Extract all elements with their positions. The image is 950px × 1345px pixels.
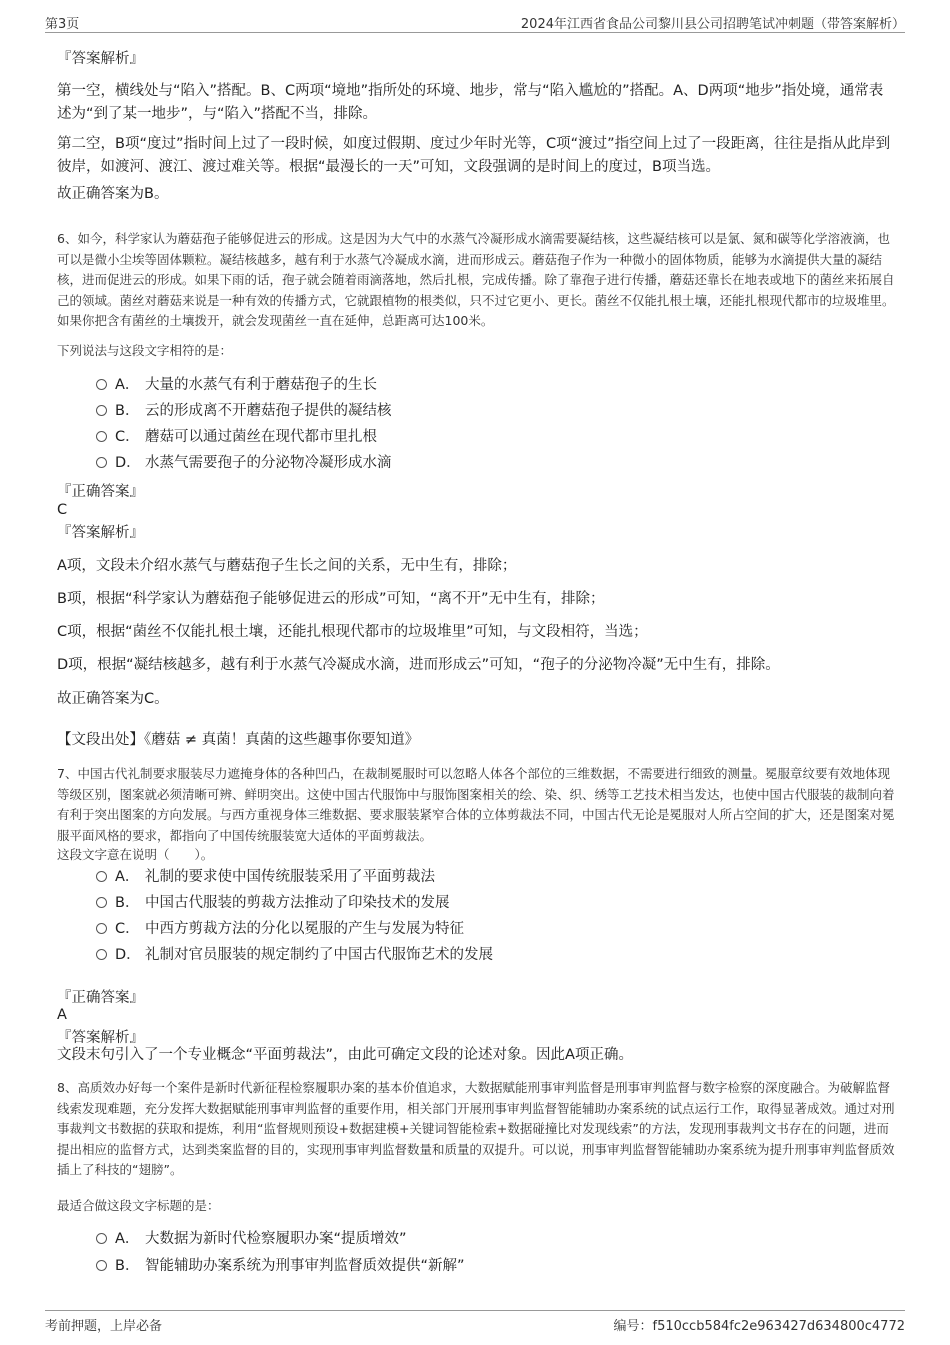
radio-icon[interactable] — [96, 1233, 107, 1244]
q5-analysis-label: 『答案解析』 — [57, 51, 144, 67]
q5-conclusion: 故正确答案为B。 — [57, 186, 169, 202]
q7-option-d[interactable]: D． 礼制对官员服装的规定制约了中国古代服饰艺术的发展 — [96, 944, 493, 966]
q5-analysis-para-2: 第二空，B项“度过”指时间上过了一段时候，如度过假期、度过少年时光等，C项“渡过”指空间上过了一段距离，往往是指从此岸到彼岸，如渡河、渡江、渡过难关等。根据“最漫长的一天”可知，文段强调的是时间上的度过，B项当选。 — [57, 136, 891, 175]
q8-option-a[interactable]: A． 大数据为新时代检察履职办案“提质增效” — [96, 1228, 407, 1250]
radio-icon[interactable] — [96, 379, 107, 390]
q6-option-d[interactable]: D． 水蒸气需要孢子的分泌物冷凝形成水滴 — [96, 452, 392, 474]
q6-option-c[interactable]: C． 蘑菇可以通过菌丝在现代都市里扎根 — [96, 426, 377, 448]
q7-option-c[interactable]: C． 中西方剪裁方法的分化以冕服的产生与发展为特征 — [96, 918, 464, 940]
q6-analysis-c: C项，根据“菌丝不仅能扎根土壤，还能扎根现代都市的垃圾堆里”可知，与文段相符，当选； — [57, 624, 648, 640]
q7-analysis-label: 『答案解析』 — [57, 1030, 144, 1046]
radio-icon[interactable] — [96, 923, 107, 934]
radio-icon[interactable] — [96, 405, 107, 416]
q7-option-b[interactable]: B． 中国古代服装的剪裁方法推动了印染技术的发展 — [96, 892, 450, 914]
q6-option-a[interactable]: A． 大量的水蒸气有利于蘑菇孢子的生长 — [96, 374, 377, 396]
q6-analysis-label: 『答案解析』 — [57, 525, 144, 541]
q6-analysis-a: A项，文段未介绍水蒸气与蘑菇孢子生长之间的关系，无中生有，排除； — [57, 558, 517, 574]
radio-icon[interactable] — [96, 457, 107, 468]
radio-icon[interactable] — [96, 897, 107, 908]
radio-icon[interactable] — [96, 871, 107, 882]
radio-icon[interactable] — [96, 949, 107, 960]
q7-answer: A — [57, 1007, 67, 1023]
q7-passage: 7、中国古代礼制要求服装尽力遮掩身体的各种凹凸，在裁制冕服时可以忽略人体各个部位的三维数据，不需要进行细致的测量。冕服章纹要有效地体现等级区别，图案就必须清晰可辨、鲜明突出。这使中国古代服饰中与服饰图案相关的绘、染、织、绣等工艺技术相当发达，也使中国古代服装的裁制向着有利于突出图案的方向发展。与西方重视身体三维数据、要求服装紧窄合体的立体剪裁法不同，中国古代无论是冕服对人所占空间的扩大，还是图案对冕服平面风格的要求，都指向了中国传统服装宽大适体的平面剪裁法。 — [57, 766, 895, 843]
q6-passage: 6、如今，科学家认为蘑菇孢子能够促进云的形成。这是因为大气中的水蒸气冷凝形成水滴需要凝结核，这些凝结核可以是氯、氮和碳等化学溶液滴，也可以是微小尘埃等固体颗粒。凝结核越多，越有利于水蒸气冷凝成水滴，进而形成云。蘑菇孢子作为一种微小的固体物质，能够为水滴提供大量的凝结核，进而促进云的形成。如果下雨的话，孢子就会随着雨滴落地，然后扎根，完成传播。除了靠孢子进行传播，蘑菇还靠长在地表或地下的菌丝来拓展自己的领域。菌丝对蘑菇来说是一种有效的传播方式，它就跟植物的根类似，只不过它更小、更长。菌丝不仅能扎根土壤，还能扎根现代都市的垃圾堆里。如果你把含有菌丝的土壤拨开，就会发现菌丝一直在延伸，总距离可达100米。 — [57, 231, 895, 328]
q6-conclusion: 故正确答案为C。 — [57, 691, 169, 707]
document-title: 2024年江西省食品公司黎川县公司招聘笔试冲刺题（带答案解析） — [520, 17, 905, 32]
q6-analysis-b: B项，根据“科学家认为蘑菇孢子能够促进云的形成”可知，“离不开”无中生有，排除； — [57, 591, 605, 607]
q6-source: 【文段出处】《蘑菇 ≠ 真菌！真菌的这些趣事你要知道》 — [57, 732, 420, 748]
document-code: 编号：f510ccb584fc2e963427d634800c4772 — [613, 1319, 905, 1334]
q6-option-b[interactable]: B． 云的形成离不开蘑菇孢子提供的凝结核 — [96, 400, 392, 422]
q5-analysis-para-1: 第一空，横线处与“陷入”搭配。B、C两项“境地”指所处的环境、地步，常与“陷入尴尬的”搭配。A、D两项“地步”指处境，通常表述为“到了某一地步”，与“陷入”搭配不当，排除。 — [57, 83, 884, 122]
q6-question: 下列说法与这段文字相符的是： — [57, 343, 233, 358]
q7-option-a[interactable]: A． 礼制的要求使中国传统服装采用了平面剪裁法 — [96, 866, 435, 888]
radio-icon[interactable] — [96, 431, 107, 442]
q7-question: 这段文字意在说明（ ）。 — [57, 847, 214, 862]
q6-analysis-d: D项，根据“凝结核越多，越有利于水蒸气冷凝成水滴，进而形成云”可知，“孢子的分泌物冷凝”无中生有，排除。 — [57, 657, 780, 673]
q8-question: 最适合做这段文字标题的是： — [57, 1198, 220, 1213]
q8-passage: 8、高质效办好每一个案件是新时代新征程检察履职办案的基本价值追求，大数据赋能刑事审判监督是刑事审判监督与数字检察的深度融合。为破解监督线索发现难题，充分发挥大数据赋能刑事审判监督的重要作用，相关部门开展刑事审判监督智能辅助办案系统的试点运行工作，取得显著成效。通过对刑事裁判文书数据的获取和提炼，利用“监督规则预设+数据建模+关键词智能检索+数据碰撞比对发现线索”的方法，发现刑事裁判文书存在的问题，进而提出相应的监督方式，达到类案监督的目的，实现刑事审判监督数量和质量的双提升。可以说，刑事审判监督智能辅助办案系统为提升刑事审判监督质效插上了科技的“翅膀”。 — [57, 1080, 895, 1177]
page-footer — [45, 1310, 905, 1335]
q7-answer-label: 『正确答案』 — [57, 990, 144, 1006]
q8-option-b[interactable]: B． 智能辅助办案系统为刑事审判监督质效提供“新解” — [96, 1255, 465, 1277]
page-header — [45, 10, 905, 33]
footer-slogan: 考前押题，上岸必备 — [45, 1319, 163, 1334]
q6-answer-label: 『正确答案』 — [57, 484, 144, 500]
radio-icon[interactable] — [96, 1260, 107, 1271]
q6-answer: C — [57, 502, 68, 518]
q7-analysis: 文段末句引入了一个专业概念“平面剪裁法”，由此可确定文段的论述对象。因此A项正确。 — [57, 1047, 633, 1063]
page-number: 第3页 — [45, 17, 80, 32]
